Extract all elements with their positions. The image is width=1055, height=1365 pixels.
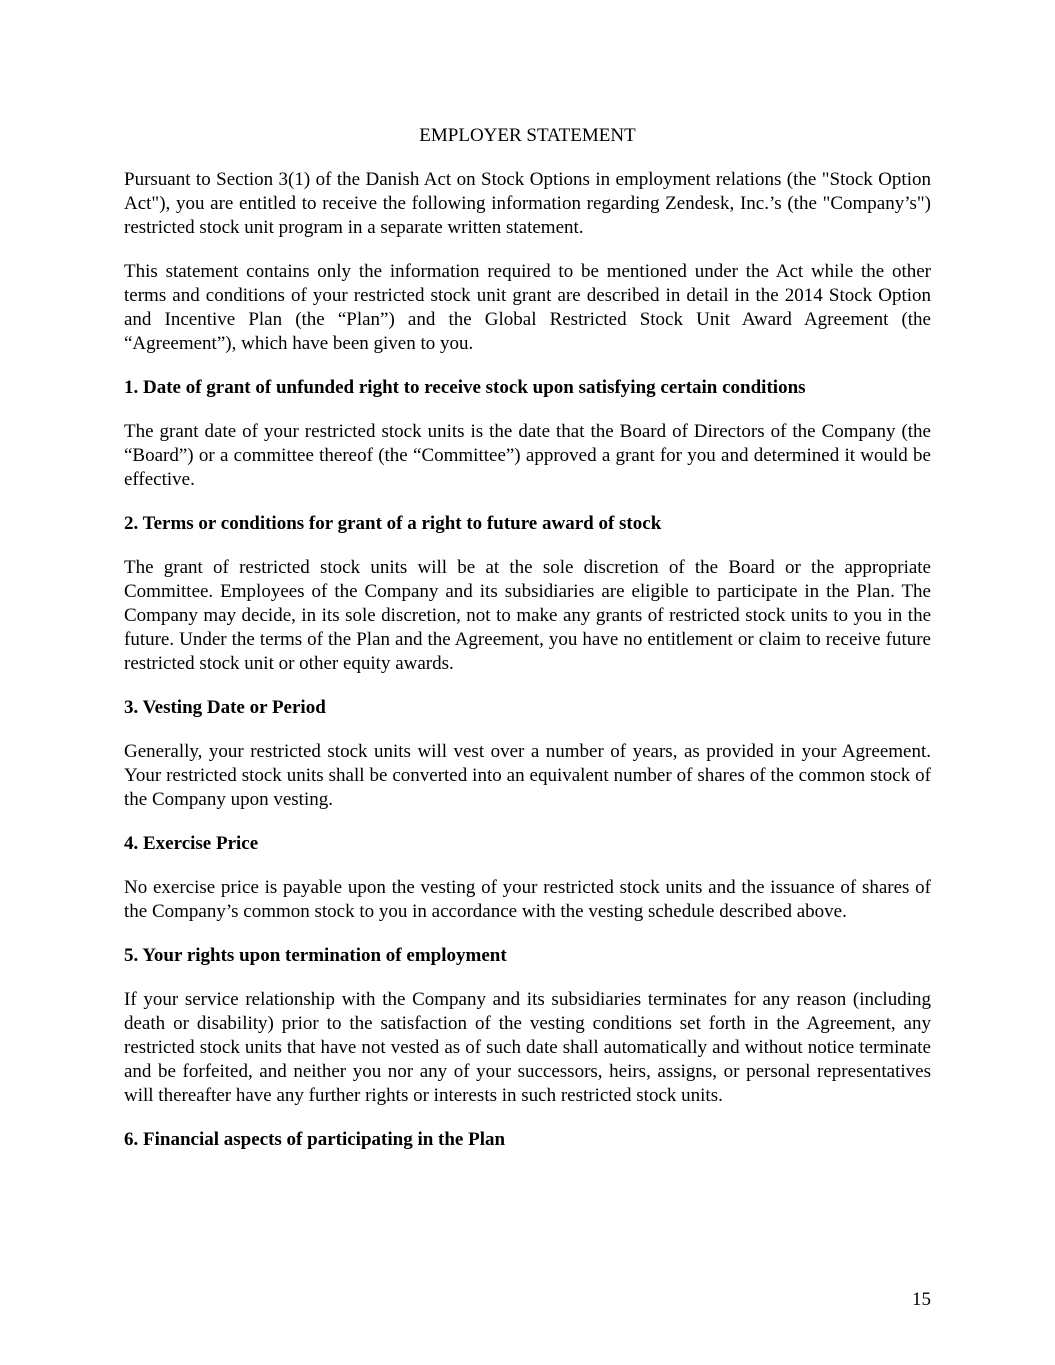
section-2-body: The grant of restricted stock units will be at the sole discretion of the Board or the appropriate Committee. Employees of the Company and its subsidiaries are eligible to participate in the Plan. The Company may decide, in its sole discretion, not to make any grants of restricted stock units to you in the future. Under the terms of the Plan and the Agreement, you have no entitlement or claim to receive future restricted stock unit or other equity awards.	[124, 557, 931, 674]
section-5-heading: 5. Your rights upon termination of employment	[124, 945, 507, 966]
section-3-body: Generally, your restricted stock units will vest over a number of years, as provided in your Agreement. Your restricted stock units shall be converted into an equivalent number of shares of the common stock of the Company upon vesting.	[124, 741, 931, 810]
document-page	[124, 124, 931, 1172]
intro-paragraph-2: This statement contains only the information required to be mentioned under the Act while the other terms and conditions of your restricted stock unit grant are described in detail in the 2014 Stock Option and Incentive Plan (the “Plan”) and the Global Restricted Stock Unit Award Agreement (the “Agreement”), which have been given to you.	[124, 261, 931, 354]
section-1-heading: 1. Date of grant of unfunded right to receive stock upon satisfying certain conditions	[124, 377, 806, 398]
document-title: EMPLOYER STATEMENT	[419, 125, 636, 146]
section-1-body: The grant date of your restricted stock units is the date that the Board of Directors of the Company (the “Board”) or a committee thereof (the “Committee”) approved a grant for you and determined it would be effective.	[124, 421, 931, 490]
section-6-heading: 6. Financial aspects of participating in the Plan	[124, 1129, 506, 1150]
page-number: 15	[912, 1289, 931, 1310]
section-4-body: No exercise price is payable upon the vesting of your restricted stock units and the issuance of shares of the Company’s common stock to you in accordance with the vesting schedule described above.	[124, 877, 931, 922]
section-3-heading: 3. Vesting Date or Period	[124, 697, 326, 718]
section-5-body: If your service relationship with the Company and its subsidiaries terminates for any reason (including death or disability) prior to the satisfaction of the vesting conditions set forth in the Agreement, any restricted stock units that have not vested as of such date shall automatically and without notice terminate and be forfeited, and neither you nor any of your successors, heirs, assigns, or personal representatives will thereafter have any further rights or interests in such restricted stock units.	[124, 989, 931, 1106]
section-2-heading: 2. Terms or conditions for grant of a right to future award of stock	[124, 513, 662, 534]
intro-paragraph-1: Pursuant to Section 3(1) of the Danish Act on Stock Options in employment relations (the "Stock Option Act"), you are entitled to receive the following information regarding Zendesk, Inc.’s (the "Company’s") restricted stock unit program in a separate written statement.	[124, 169, 931, 238]
section-4-heading: 4. Exercise Price	[124, 833, 259, 854]
